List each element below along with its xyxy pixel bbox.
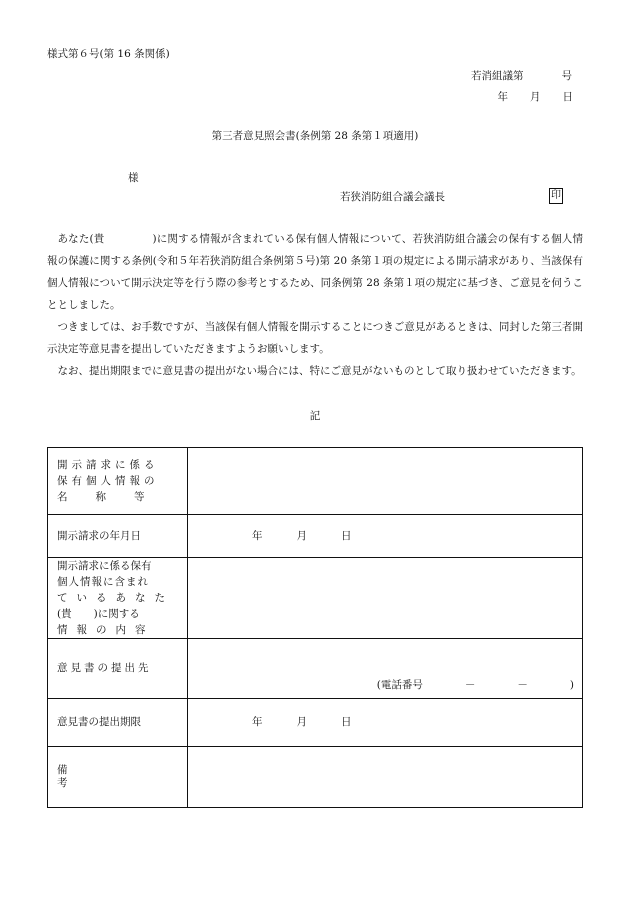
- label-requested-info-name: [48, 448, 188, 515]
- value-submission-destination[interactable]: [188, 639, 583, 699]
- body-paragraph-2: つきましては、お手数ですが、当該保有個人情報を開示することにつきご意見があるときは、同封した第三者開示決定等意見書を提出していただきますようお願いします。: [47, 321, 583, 355]
- document-number: [471, 70, 572, 83]
- label-request-date: 開示請求の年月日: [48, 515, 188, 558]
- value-submission-deadline[interactable]: [188, 699, 583, 747]
- body-p1-rest: )に関する情報が含まれている保有個人情報について、若狭消防組合議会の保有する個人情報の保護に関する条例(令和５年若狭消防組合条例第５号)第 20 条第１項の規定による開示請求があり、当該保有個人情報について開示決定等を行う際の参考とするため、同条例第 28 条第１項の規定に基づき、ご意見を伺うこととしました。: [47, 233, 583, 311]
- form-number: 様式第６号(第 16 条関係): [47, 48, 170, 60]
- date-year-label: 年: [497, 91, 508, 103]
- label-submission-destination: 意見書の提出先: [48, 639, 188, 699]
- date-month-label: 月: [530, 91, 541, 103]
- details-table: [47, 447, 583, 808]
- table-row: [48, 448, 583, 515]
- phone-dash-1: －: [464, 678, 476, 691]
- label-line: (貴 )に関する: [57, 608, 140, 620]
- request-date-month: 月: [296, 529, 307, 542]
- label-line: 開示請求に係る保有: [57, 560, 152, 572]
- phone-dash-2: －: [517, 678, 528, 691]
- table-row: [48, 747, 583, 808]
- request-date-year: 年: [252, 529, 263, 542]
- phone-close: ): [569, 678, 574, 691]
- sender-name: 若狭消防組合議会議長: [340, 191, 445, 203]
- request-date-day: 日: [341, 529, 352, 542]
- label-line: ているあなた: [57, 592, 174, 604]
- body-text: [47, 228, 583, 382]
- label-line: 開示請求に係る: [57, 459, 159, 471]
- value-requested-info-name[interactable]: [188, 448, 583, 515]
- document-number-suffix: 号: [561, 70, 572, 82]
- phone-number-line: [188, 646, 582, 692]
- label-info-content: [48, 558, 188, 639]
- deadline-month: 月: [296, 716, 307, 729]
- phone-open: (電話番号: [376, 678, 423, 691]
- deadline-year: 年: [252, 716, 263, 729]
- document-date: [498, 91, 574, 104]
- value-remarks[interactable]: [188, 747, 583, 808]
- deadline-day: 日: [341, 716, 352, 729]
- table-row: [48, 639, 583, 699]
- table-row: [48, 515, 583, 558]
- table-row: [48, 699, 583, 747]
- document-title: 第三者意見照会書(条例第 28 条第１項適用): [211, 130, 419, 142]
- document-number-prefix: 若消組議第: [471, 70, 524, 82]
- label-submission-deadline: 意見書の提出期限: [48, 699, 188, 747]
- label-remarks: 備考: [48, 747, 188, 808]
- seal-box: 印: [549, 188, 563, 204]
- label-line: 個人情報に含まれ: [57, 576, 149, 588]
- date-day-label: 日: [562, 91, 573, 103]
- value-request-date[interactable]: [188, 515, 583, 558]
- addressee-honorific: 様: [128, 172, 139, 184]
- body-paragraph-1: [47, 228, 583, 316]
- body-p1-start: あなた(貴: [57, 233, 105, 245]
- label-line: 保有個人情報の: [57, 475, 159, 487]
- label-line: 情報の内容: [57, 624, 155, 636]
- label-line: 名称等: [57, 491, 173, 503]
- ki-heading: 記: [309, 410, 321, 422]
- value-info-content[interactable]: [188, 558, 583, 639]
- table-row: [48, 558, 583, 639]
- body-paragraph-3: なお、提出期限までに意見書の提出がない場合には、特にご意見がないものとして取り扱わせていただきます。: [57, 365, 582, 377]
